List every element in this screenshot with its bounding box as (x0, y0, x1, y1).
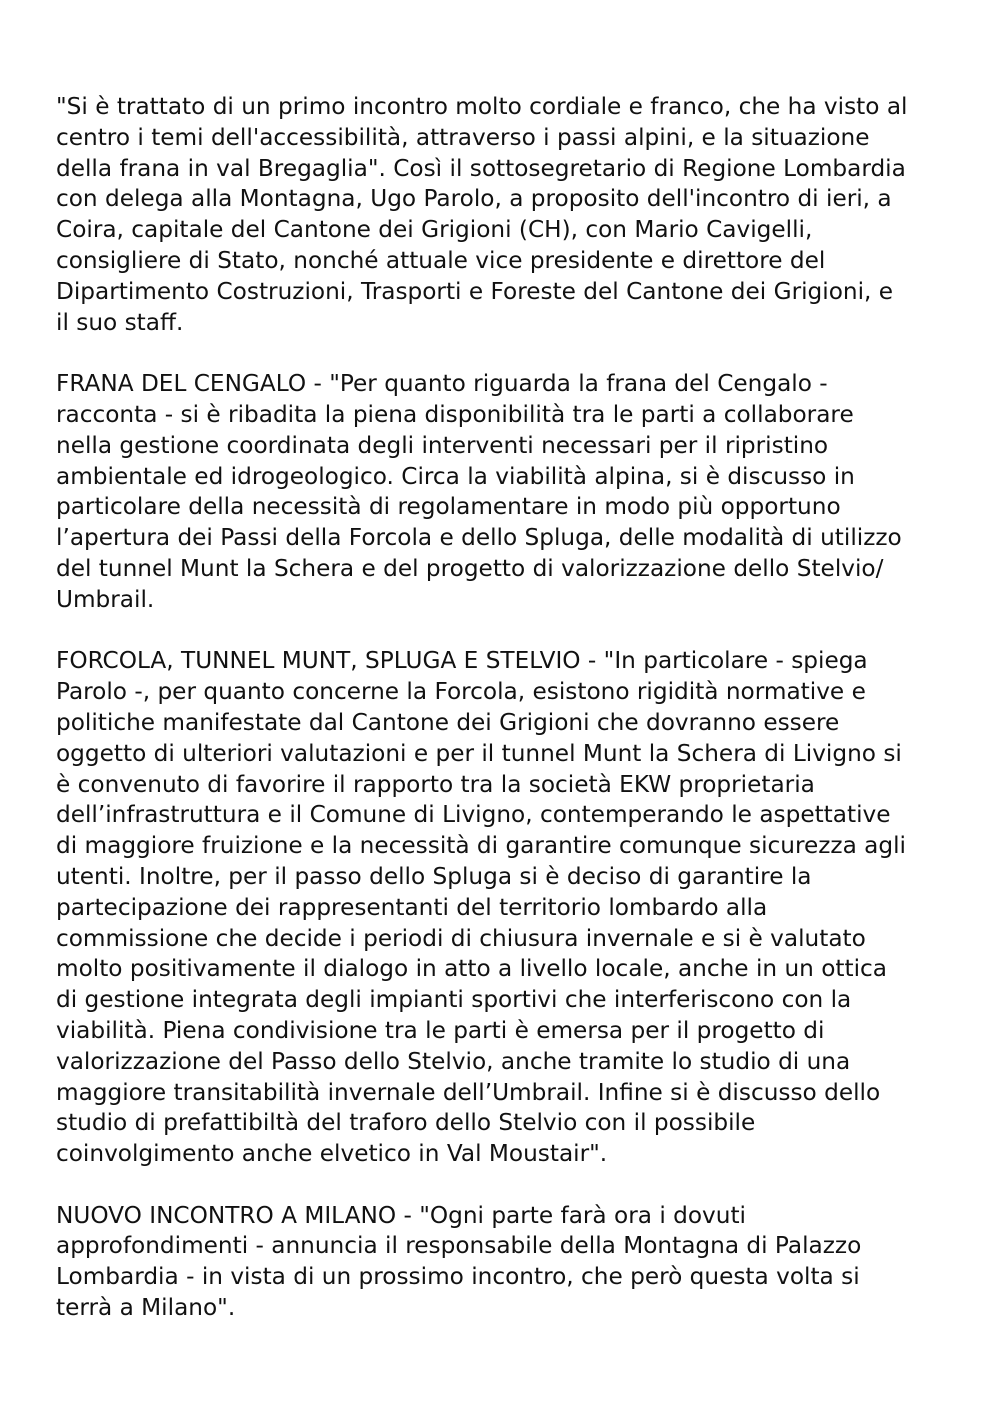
text-line: oggetto di ulteriori valutazioni e per il tunnel Munt la Schera di Livigno si (56, 739, 902, 767)
text-line: partecipazione dei rappresentanti del territorio lombardo alla (56, 893, 768, 921)
paragraph-frana-del-cengalo (56, 369, 976, 615)
text-line: Lombardia - in vista di un prossimo incontro, che però questa volta si (56, 1263, 860, 1291)
text-line: FORCOLA, TUNNEL MUNT, SPLUGA E STELVIO - "In particolare - spiega (56, 647, 868, 675)
text-line: Coira, capitale del Cantone dei Grigioni (CH), con Mario Cavigelli, (56, 216, 813, 244)
text-line: commissione che decide i periodi di chiusura invernale e si è valutato (56, 924, 866, 952)
text-line: Parolo -, per quanto concerne la Forcola, esistono rigidità normative e (56, 678, 866, 706)
text-line: nella gestione coordinata degli interventi necessari per il ripristino (56, 431, 829, 459)
text-line: dell’infrastruttura e il Comune di Livigno, contemperando le aspettative (56, 801, 891, 829)
text-line: Umbrail. (56, 585, 155, 613)
text-line: politiche manifestate dal Cantone dei Grigioni che dovranno essere (56, 708, 840, 736)
text-line: utenti. Inoltre, per il passo dello Spluga si è deciso di garantire la (56, 862, 812, 890)
text-line: maggiore transitabilità invernale dell’Umbrail. Infine si è discusso dello (56, 1078, 881, 1106)
text-line: "Si è trattato di un primo incontro molto cordiale e franco, che ha visto al (56, 93, 908, 120)
text-line: molto positivamente il dialogo in atto a livello locale, anche in un ottica (56, 955, 887, 983)
text-line: viabilità. Piena condivisione tra le parti è emersa per il progetto di (56, 1016, 825, 1044)
paragraph-intro (56, 92, 976, 338)
text-line: approfondimenti - annuncia il responsabile della Montagna di Palazzo (56, 1232, 862, 1260)
text-line: ambientale ed idrogeologico. Circa la viabilità alpina, si è discusso in (56, 462, 855, 490)
text-line: coinvolgimento anche elvetico in Val Moustair". (56, 1140, 608, 1168)
paragraph-forcola-tunnel-spluga-stelvio (56, 646, 976, 1170)
text-line: valorizzazione del Passo dello Stelvio, anche tramite lo studio di una (56, 1047, 851, 1075)
article-body (56, 92, 976, 1355)
text-line: FRANA DEL CENGALO - "Per quanto riguarda la frana del Cengalo - (56, 370, 828, 398)
text-line: con delega alla Montagna, Ugo Parolo, a proposito dell'incontro di ieri, a (56, 185, 892, 213)
text-line: NUOVO INCONTRO A MILANO - "Ogni parte farà ora i dovuti (56, 1201, 746, 1229)
text-line: centro i temi dell'accessibilità, attraverso i passi alpini, e la situazione (56, 123, 870, 151)
text-line: del tunnel Munt la Schera e del progetto di valorizzazione dello Stelvio/ (56, 554, 884, 582)
text-line: particolare della necessità di regolamentare in modo più opportuno (56, 493, 841, 521)
text-line: studio di prefattibiltà del traforo dello Stelvio con il possibile (56, 1109, 756, 1137)
text-line: terrà a Milano". (56, 1294, 236, 1322)
text-line: consigliere di Stato, nonché attuale vice presidente e direttore del (56, 246, 826, 274)
text-line: racconta - si è ribadita la piena disponibilità tra le parti a collaborare (56, 400, 854, 428)
text-line: Dipartimento Costruzioni, Trasporti e Foreste del Cantone dei Grigioni, e (56, 277, 894, 305)
text-line: è convenuto di favorire il rapporto tra la società EKW proprietaria (56, 770, 815, 798)
text-line: della frana in val Bregaglia". Così il sottosegretario di Regione Lombardia (56, 154, 906, 182)
text-line: di gestione integrata degli impianti sportivi che interferiscono con la (56, 986, 852, 1014)
text-line: il suo staff. (56, 308, 184, 336)
text-line: di maggiore fruizione e la necessità di garantire comunque sicurezza agli (56, 832, 906, 860)
text-line: l’apertura dei Passi della Forcola e dello Spluga, delle modalità di utilizzo (56, 524, 902, 552)
paragraph-nuovo-incontro-milano (56, 1201, 976, 1324)
